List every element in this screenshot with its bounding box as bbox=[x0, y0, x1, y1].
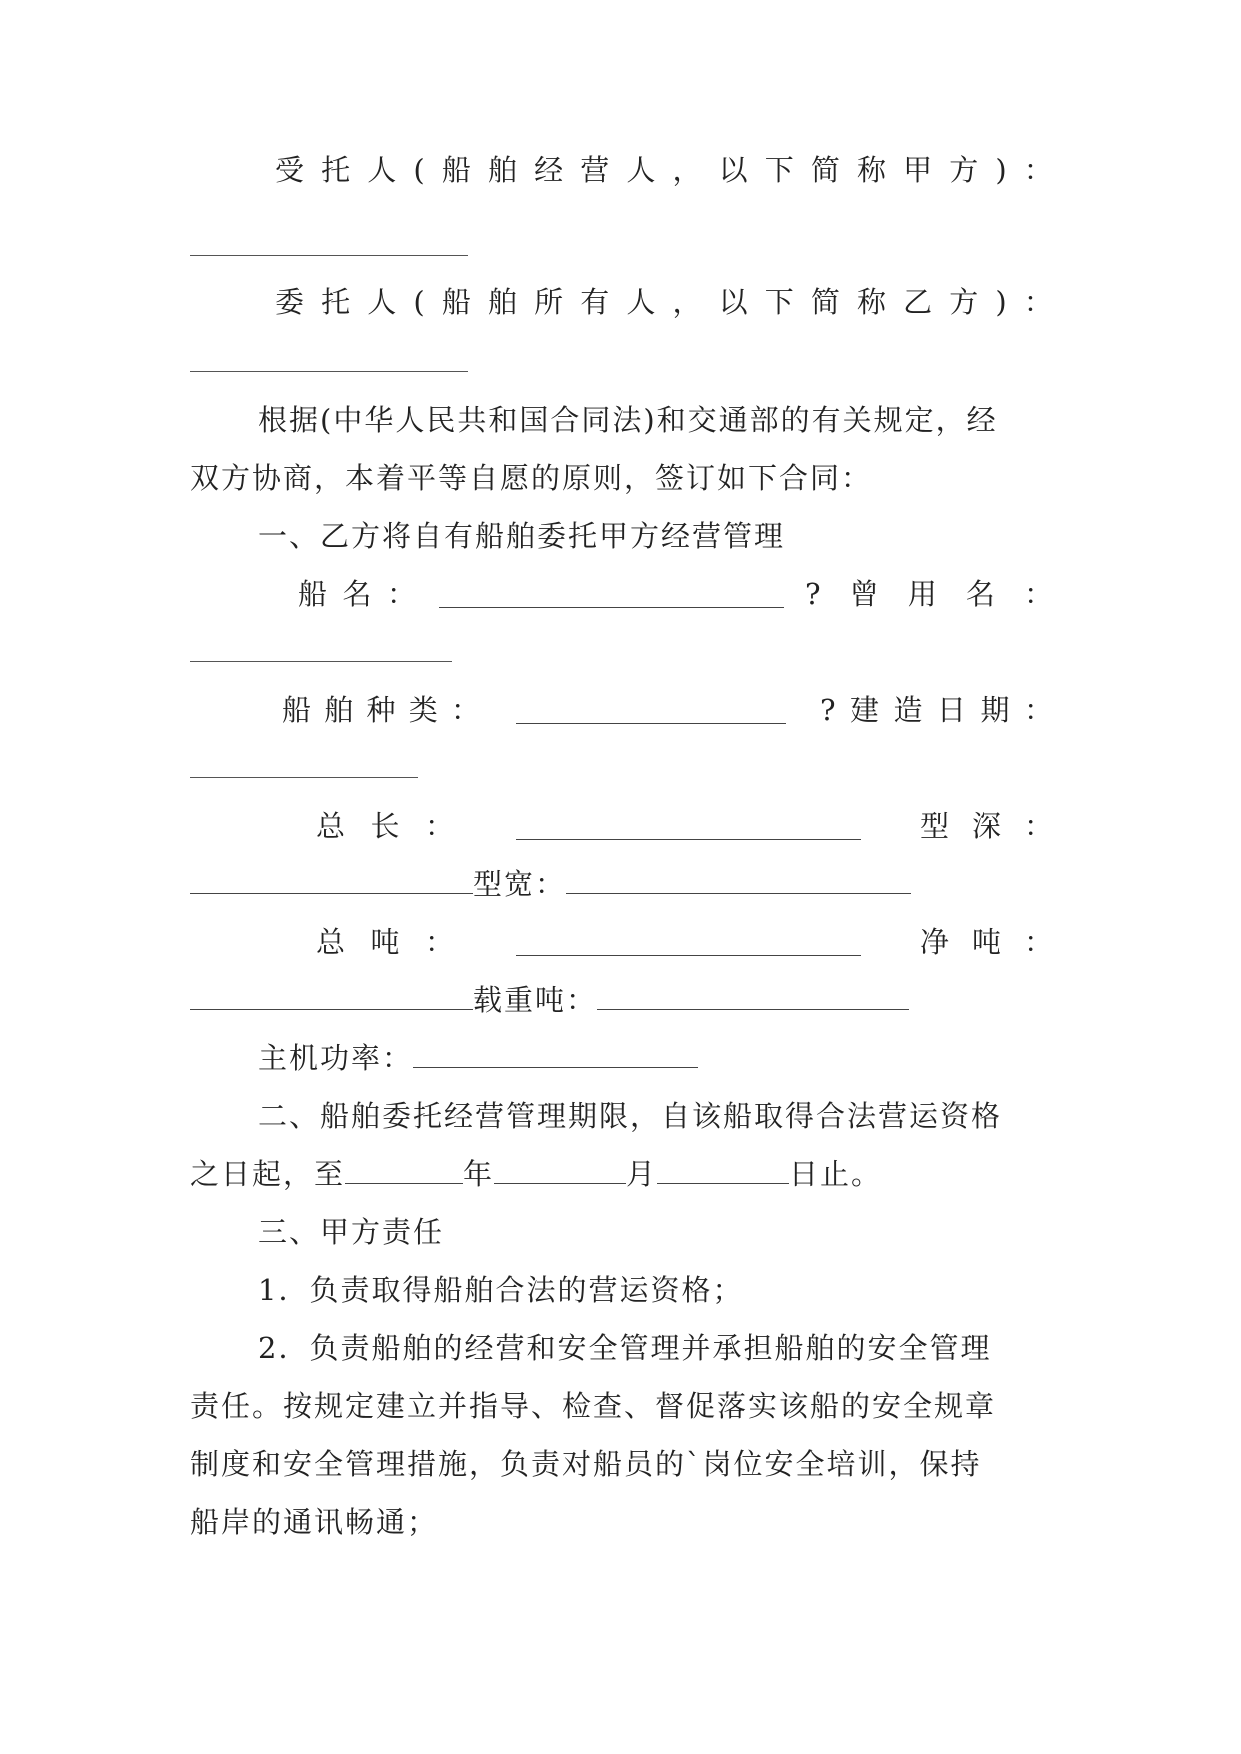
ship-name-char: 船 bbox=[298, 577, 330, 611]
net-ton-char: 吨 bbox=[971, 925, 1003, 959]
engine-power-line bbox=[190, 1038, 1055, 1078]
item-2-line-3: 制度和安全管理措施，负责对船员的`岗位安全培训，保持 bbox=[190, 1447, 982, 1481]
party-b-char: ( bbox=[413, 285, 427, 319]
ship-type-char: 类 bbox=[408, 693, 440, 727]
party-b-char: ： bbox=[1023, 285, 1055, 319]
party-a-char: ： bbox=[1023, 153, 1055, 187]
party-a-char: 甲 bbox=[903, 153, 935, 187]
party-a-char: 营 bbox=[580, 153, 612, 187]
ship-type-char: ： bbox=[450, 693, 482, 727]
item-2-line-1: 2．负责船舶的经营和安全管理并承担船舶的安全管理 bbox=[258, 1331, 992, 1365]
party-a-char: 以 bbox=[718, 153, 750, 187]
deadweight-label: 载重吨： bbox=[473, 983, 598, 1017]
length-char: ： bbox=[424, 809, 456, 843]
build-date-label bbox=[820, 690, 1055, 730]
ship-type-char: 船 bbox=[282, 693, 314, 727]
net-ton-char: ： bbox=[1023, 925, 1055, 959]
party-b-char: 人 bbox=[367, 285, 399, 319]
build-date-char: 期 bbox=[980, 693, 1012, 727]
ship-type-label bbox=[282, 690, 482, 730]
party-b-char: 委 bbox=[275, 285, 307, 319]
build-date-char: 造 bbox=[893, 693, 925, 727]
party-b-char: 所 bbox=[534, 285, 566, 319]
section-2-line-1: 二、船舶委托经营管理期限，自该船取得合法营运资格 bbox=[258, 1099, 1003, 1133]
gross-ton-label bbox=[316, 922, 456, 962]
party-b-char: 方 bbox=[949, 285, 981, 319]
party-b-char: 船 bbox=[441, 285, 473, 319]
length-char: 长 bbox=[370, 809, 402, 843]
length-line bbox=[316, 806, 1055, 846]
former-name-label bbox=[805, 574, 1055, 614]
section-1-heading: 一、乙方将自有船舶委托甲方经营管理 bbox=[258, 519, 786, 553]
ship-name-line bbox=[298, 574, 1055, 614]
intro-line-2: 双方协商，本着平等自愿的原则，签订如下合同： bbox=[190, 461, 873, 495]
party-b-char: 托 bbox=[321, 285, 353, 319]
ship-name-label bbox=[298, 574, 418, 614]
breadth-blank bbox=[566, 867, 911, 894]
party-b-char: 人 bbox=[626, 285, 658, 319]
party-a-blank bbox=[190, 254, 468, 256]
build-date-blank bbox=[190, 776, 418, 778]
party-a-char: 方 bbox=[949, 153, 981, 187]
party-a-char: 称 bbox=[856, 153, 888, 187]
length-blank bbox=[516, 813, 861, 840]
party-b-char: 有 bbox=[580, 285, 612, 319]
party-a-char: 人 bbox=[367, 153, 399, 187]
intro-line-1: 根据(中华人民共和国合同法)和交通部的有关规定，经 bbox=[258, 403, 998, 437]
depth-char: 型 bbox=[920, 809, 952, 843]
gross-ton-char: 吨 bbox=[370, 925, 402, 959]
net-ton-char: 净 bbox=[920, 925, 952, 959]
party-a-char: 简 bbox=[810, 153, 842, 187]
day-blank bbox=[657, 1157, 789, 1184]
former-name-blank bbox=[190, 660, 452, 662]
party-b-char: 下 bbox=[764, 285, 796, 319]
build-date-char: ? bbox=[820, 693, 838, 727]
length-label bbox=[316, 806, 456, 846]
former-name-char: 曾 bbox=[849, 577, 881, 611]
year-blank bbox=[345, 1157, 463, 1184]
party-b-char: 乙 bbox=[903, 285, 935, 319]
build-date-char: 日 bbox=[937, 693, 969, 727]
depth-char: 深 bbox=[971, 809, 1003, 843]
party-b-char: ， bbox=[672, 285, 704, 319]
ship-name-char: 名 bbox=[342, 577, 374, 611]
gross-ton-blank bbox=[516, 929, 861, 956]
deadweight-line bbox=[190, 980, 1055, 1020]
month-label: 月 bbox=[626, 1157, 658, 1191]
breadth-label: 型宽： bbox=[473, 867, 567, 901]
gross-ton-char: ： bbox=[424, 925, 456, 959]
party-b-line bbox=[275, 282, 1055, 322]
item-2-line-4: 船岸的通讯畅通； bbox=[190, 1505, 439, 1539]
former-name-char: ? bbox=[805, 577, 823, 611]
party-b-char: 舶 bbox=[487, 285, 519, 319]
ship-name-char: ： bbox=[386, 577, 418, 611]
party-a-char: 受 bbox=[275, 153, 307, 187]
party-a-char: 经 bbox=[534, 153, 566, 187]
depth-char: ： bbox=[1023, 809, 1055, 843]
party-a-char: ) bbox=[995, 153, 1009, 187]
ship-name-blank bbox=[439, 581, 784, 608]
party-a-char: 人 bbox=[626, 153, 658, 187]
depth-label bbox=[920, 806, 1055, 846]
ship-type-blank bbox=[516, 697, 786, 724]
item-2-line-2: 责任。按规定建立并指导、检查、督促落实该船的安全规章 bbox=[190, 1389, 997, 1423]
month-blank bbox=[494, 1157, 626, 1184]
net-ton-label bbox=[920, 922, 1055, 962]
term-until-label: 之日起，至 bbox=[190, 1157, 346, 1191]
party-b-char: ) bbox=[995, 285, 1009, 319]
build-date-char: ： bbox=[1023, 693, 1055, 727]
gross-ton-char: 总 bbox=[316, 925, 348, 959]
party-a-char: ， bbox=[672, 153, 704, 187]
party-b-blank bbox=[190, 370, 468, 372]
ship-type-line bbox=[282, 690, 1055, 730]
gross-ton-line bbox=[316, 922, 1055, 962]
deadweight-blank bbox=[597, 983, 909, 1010]
party-a-char: 舶 bbox=[487, 153, 519, 187]
former-name-char: ： bbox=[1023, 577, 1055, 611]
length-char: 总 bbox=[316, 809, 348, 843]
ship-type-char: 种 bbox=[366, 693, 398, 727]
section-2-line-2 bbox=[190, 1154, 1055, 1194]
party-a-char: 下 bbox=[764, 153, 796, 187]
engine-power-blank bbox=[413, 1041, 698, 1068]
party-a-char: 船 bbox=[441, 153, 473, 187]
net-ton-blank bbox=[190, 983, 473, 1010]
depth-blank bbox=[190, 867, 473, 894]
year-label: 年 bbox=[463, 1157, 495, 1191]
item-1: 1．负责取得船舶合法的营运资格； bbox=[258, 1273, 744, 1307]
build-date-char: 建 bbox=[850, 693, 882, 727]
day-label: 日止。 bbox=[789, 1157, 883, 1191]
engine-power-label: 主机功率： bbox=[258, 1041, 414, 1075]
former-name-char: 名 bbox=[965, 577, 997, 611]
ship-type-char: 舶 bbox=[324, 693, 356, 727]
section-3-heading: 三、甲方责任 bbox=[258, 1215, 445, 1249]
party-b-char: 称 bbox=[856, 285, 888, 319]
party-a-char: 托 bbox=[321, 153, 353, 187]
party-b-char: 简 bbox=[810, 285, 842, 319]
party-a-line bbox=[275, 150, 1055, 190]
party-a-char: ( bbox=[413, 153, 427, 187]
former-name-char: 用 bbox=[907, 577, 939, 611]
breadth-line bbox=[190, 864, 1055, 904]
party-b-char: 以 bbox=[718, 285, 750, 319]
